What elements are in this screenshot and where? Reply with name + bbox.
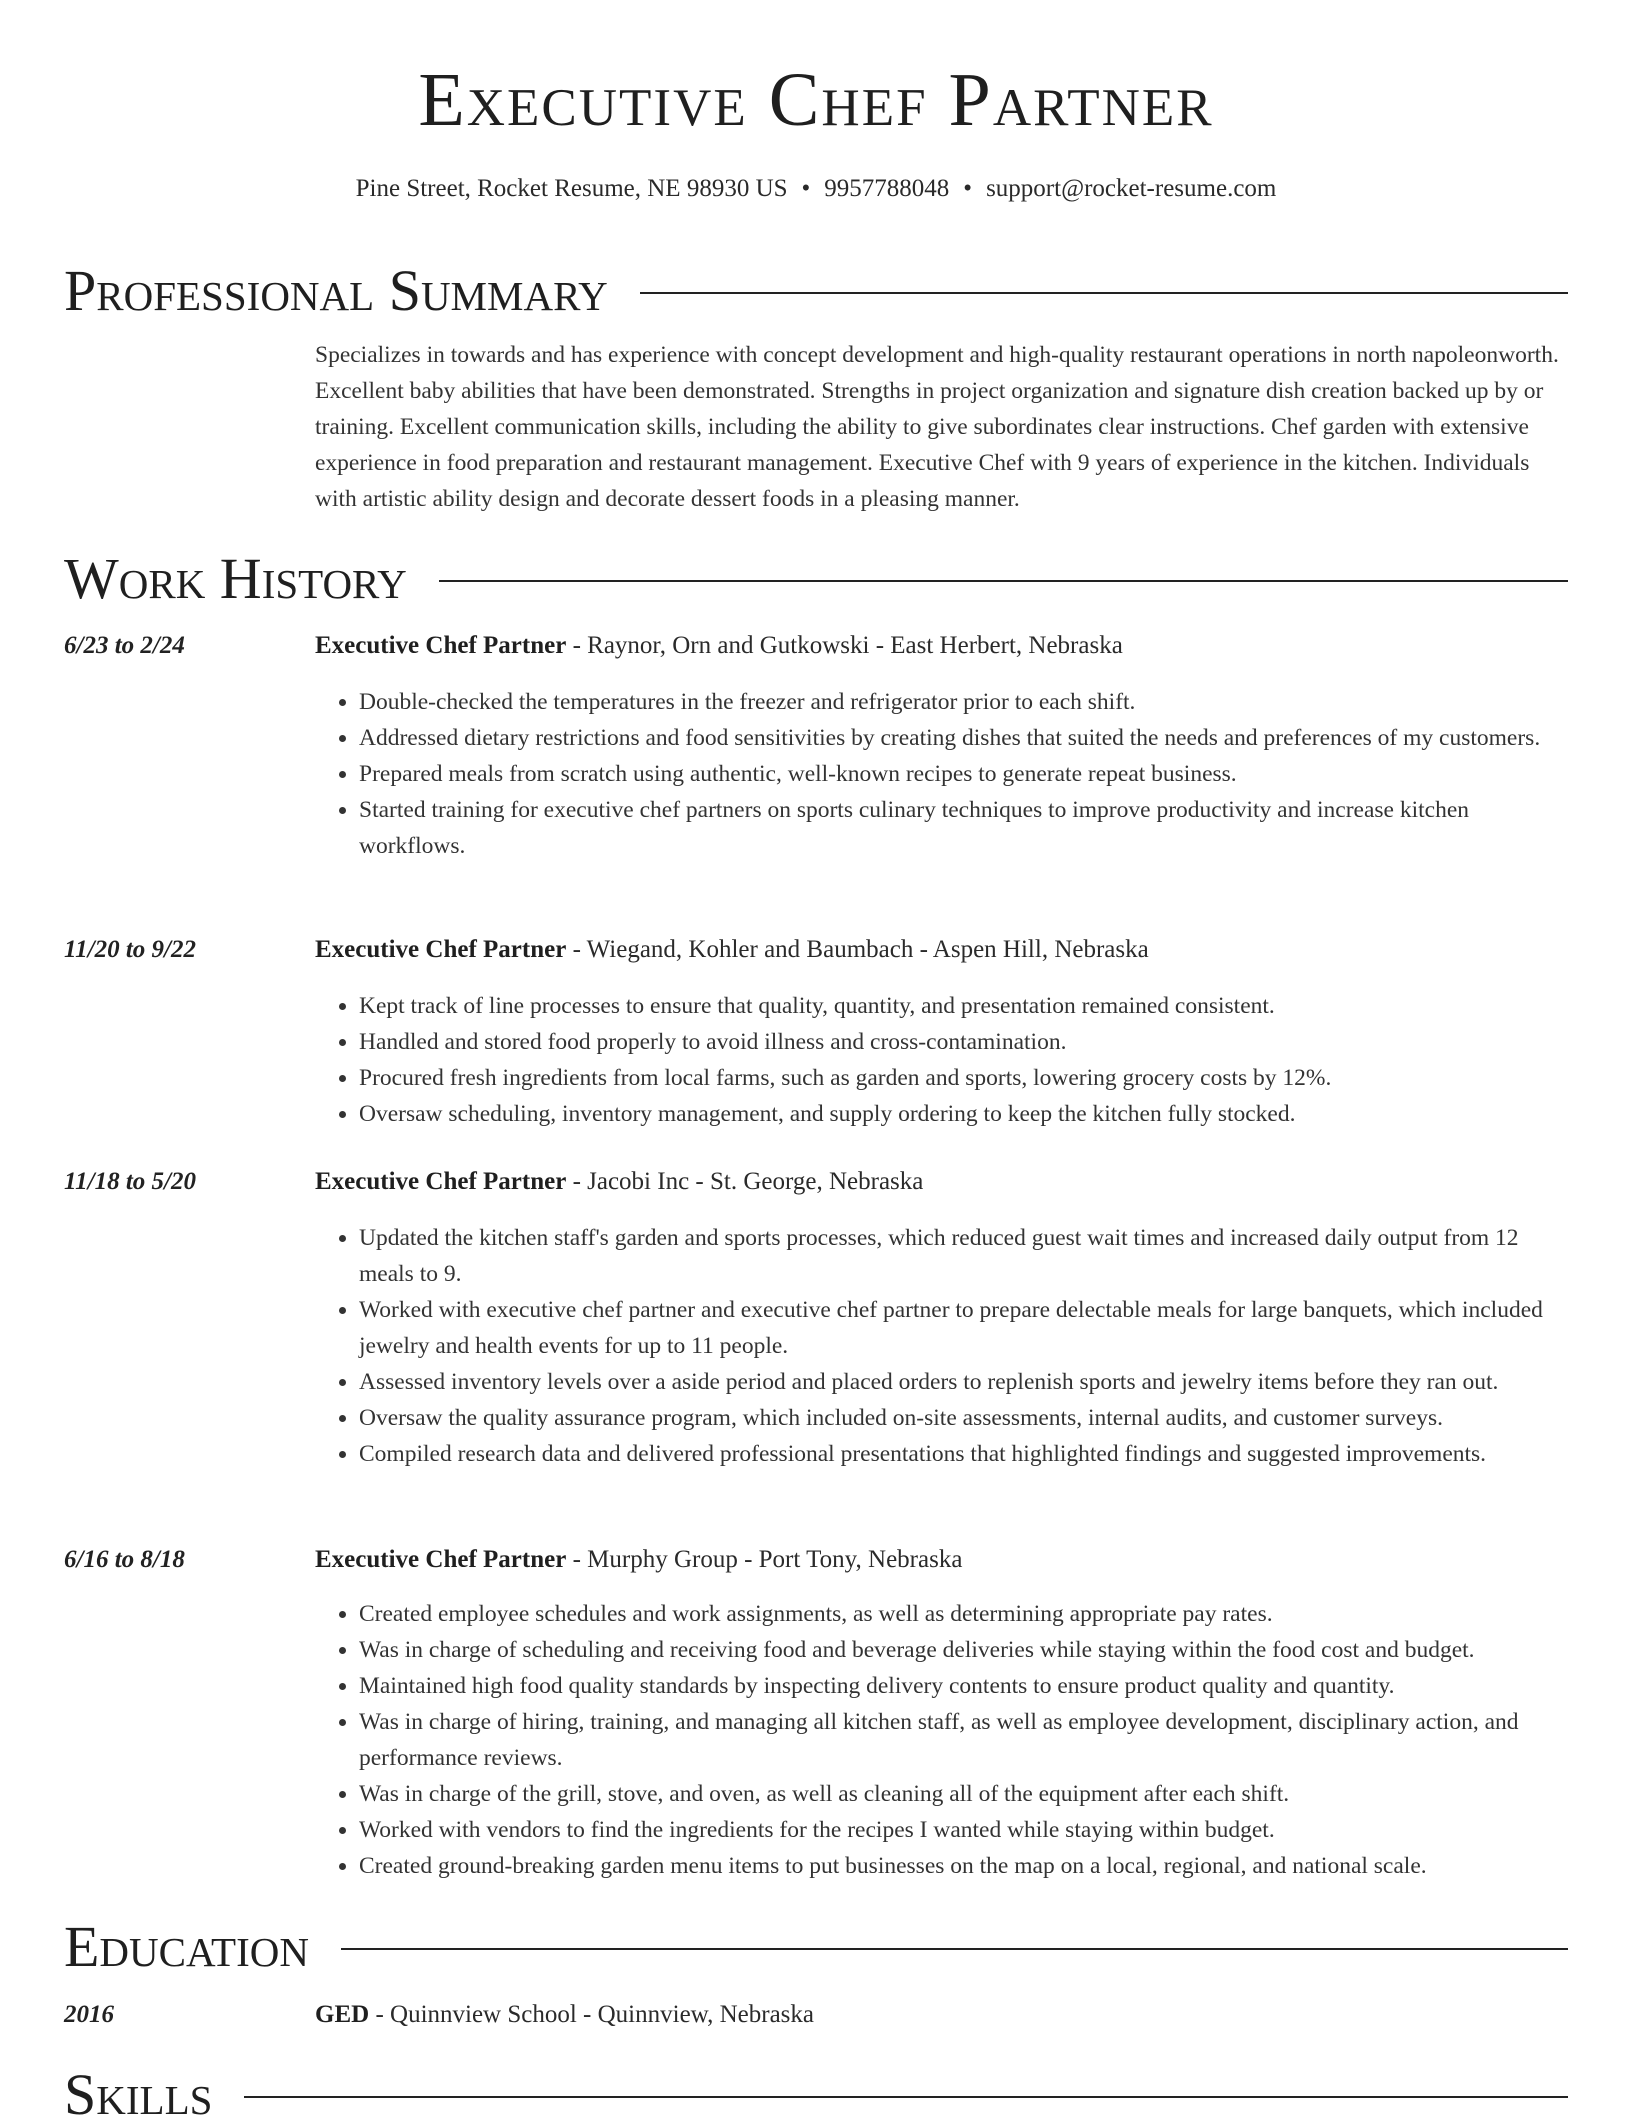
job-header [315, 1168, 1568, 1196]
section-divider [640, 292, 1568, 294]
job-title: Executive Chef Partner [315, 936, 567, 963]
section-divider [244, 2096, 1568, 2098]
list-item: • Handled and stored food properly to avoid illness and cross-contamination. [359, 1024, 1568, 1060]
contact-line [0, 175, 1632, 203]
list-item: • Updated the kitchen staff's garden and sports processes, which reduced guest wait times and increased daily output from 12 meals to 9. [359, 1220, 1568, 1292]
job-header [315, 1546, 1568, 1574]
resume-name: Executive Chef Partner [418, 58, 1214, 142]
job-bullets [315, 988, 1568, 1132]
job-header [315, 632, 1568, 660]
list-item: • Double-checked the temperatures in the freezer and refrigerator prior to each shift. [359, 684, 1568, 720]
section-heading-work-history [64, 546, 1568, 611]
list-item: • Was in charge of scheduling and receiving food and beverage deliveries while staying within the food cost and budget. [359, 1632, 1568, 1668]
job-dates: 11/20 to 9/22 [64, 936, 196, 963]
education-year: 2016 [64, 2001, 114, 2028]
education-details: - Quinnview School - Quinnview, Nebraska [369, 2001, 814, 2028]
list-item: • Was in charge of hiring, training, and managing all kitchen staff, as well as employee development, disciplinary action, and performance reviews. [359, 1704, 1568, 1776]
list-item: • Addressed dietary restrictions and food sensitivities by creating dishes that suited the needs and preferences of my customers. [359, 720, 1568, 756]
section-title: Professional Summary [64, 258, 608, 323]
list-item: • Started training for executive chef partners on sports culinary techniques to improve productivity and increase kitchen workflows. [359, 792, 1568, 864]
job-details: - Murphy Group - Port Tony, Nebraska [566, 1546, 963, 1573]
email-link[interactable]: support@rocket-resume.com [986, 175, 1277, 202]
job-title: Executive Chef Partner [315, 1168, 567, 1195]
contact-separator: • [801, 175, 811, 202]
phone: 9957788048 [824, 175, 950, 202]
section-title: Skills [64, 2062, 213, 2127]
list-item: • Was in charge of the grill, stove, and oven, as well as cleaning all of the equipment after each shift. [359, 1776, 1568, 1812]
section-heading-skills [64, 2062, 1568, 2127]
section-heading-summary [64, 258, 1568, 323]
job-bullets [315, 684, 1568, 864]
job-bullets [315, 1220, 1568, 1472]
job-dates: 6/23 to 2/24 [64, 632, 185, 659]
summary-text: Specializes in towards and has experience with concept development and high-quality restaurant operations in north napoleonworth. Excellent baby abilities that have been demonstrated. Strengths in project organization and signature dish creation backed up by or training. Excellent communication skills, including the ability to give subordinates clear instructions. Chef garden with extensive experience in food preparation and restaurant management. Executive Chef with 9 years of experience in the kitchen. Individuals with artistic ability design and decorate dessert foods in a pleasing manner. [315, 342, 1559, 512]
address: Pine Street, Rocket Resume, NE 98930 US [355, 175, 788, 202]
job-dates: 6/16 to 8/18 [64, 1546, 185, 1573]
list-item: • Created ground-breaking garden menu items to put businesses on the map on a local, regional, and national scale. [359, 1848, 1568, 1884]
list-item: • Maintained high food quality standards by inspecting delivery contents to ensure product quality and quantity. [359, 1668, 1568, 1704]
list-item: • Oversaw scheduling, inventory management, and supply ordering to keep the kitchen fully stocked. [359, 1096, 1568, 1132]
section-title: Education [64, 1914, 309, 1979]
list-item: • Assessed inventory levels over a aside period and placed orders to replenish sports and jewelry items before they ran out. [359, 1364, 1568, 1400]
section-divider [341, 1948, 1568, 1950]
list-item: • Procured fresh ingredients from local farms, such as garden and sports, lowering grocery costs by 12%. [359, 1060, 1568, 1096]
degree: GED [315, 2001, 370, 2028]
list-item: • Worked with executive chef partner and executive chef partner to prepare delectable meals for large banquets, which included jewelry and health events for up to 11 people. [359, 1292, 1568, 1364]
list-item: • Compiled research data and delivered professional presentations that highlighted findings and suggested improvements. [359, 1436, 1568, 1472]
job-dates: 11/18 to 5/20 [64, 1168, 196, 1195]
job-title: Executive Chef Partner [315, 1546, 567, 1573]
job-details: - Jacobi Inc - St. George, Nebraska [566, 1168, 924, 1195]
job-details: - Wiegand, Kohler and Baumbach - Aspen Hill, Nebraska [566, 936, 1149, 963]
section-heading-education [64, 1914, 1568, 1979]
section-title: Work History [64, 546, 407, 611]
list-item: • Oversaw the quality assurance program, which included on-site assessments, internal audits, and customer surveys. [359, 1400, 1568, 1436]
contact-separator: • [963, 175, 973, 202]
job-header [315, 936, 1568, 964]
job-bullets [315, 1596, 1568, 1884]
job-details: - Raynor, Orn and Gutkowski - East Herbert, Nebraska [566, 632, 1123, 659]
job-title: Executive Chef Partner [315, 632, 567, 659]
list-item: • Created employee schedules and work assignments, as well as determining appropriate pay rates. [359, 1596, 1568, 1632]
list-item: • Prepared meals from scratch using authentic, well-known recipes to generate repeat business. [359, 756, 1568, 792]
list-item: • Kept track of line processes to ensure that quality, quantity, and presentation remained consistent. [359, 988, 1568, 1024]
list-item: • Worked with vendors to find the ingredients for the recipes I wanted while staying within budget. [359, 1812, 1568, 1848]
section-divider [439, 580, 1568, 582]
education-header [315, 2001, 1568, 2029]
